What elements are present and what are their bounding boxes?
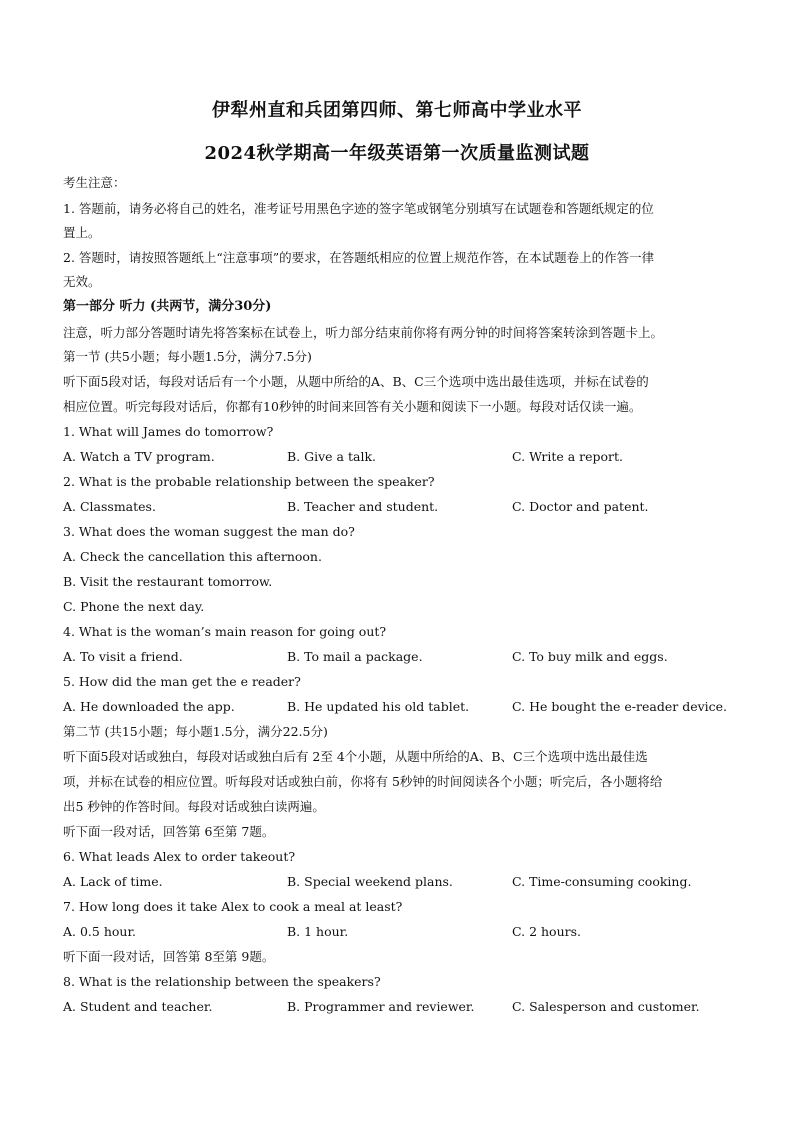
notice-item1-line2: 置上。: [63, 225, 101, 240]
question-3-stem: 3. What does the woman suggest the man do?: [63, 524, 355, 539]
question-2-stem: 2. What is the probable relationship between the speaker?: [63, 474, 435, 489]
question-8-option-c: C. Salesperson and customer.: [512, 999, 700, 1014]
question-4-option-b: B. To mail a package.: [287, 649, 423, 664]
question-1-option-b: B. Give a talk.: [287, 449, 376, 464]
section2-instructions-line2: 项，并标在试卷的相应位置。听每段对话或独白前，你将有 5秒钟的时间阅读各个小题；听完后，各小题将给: [63, 774, 663, 789]
notice-item1-line1: 1. 答题前，请务必将自己的姓名，准考证号用黑色字迹的签字笔或钢笔分别填写在试题卷和答题纸规定的位: [63, 201, 654, 216]
notice-item2-line1: 2. 答题时，请按照答题纸上“注意事项”的要求，在答题纸相应的位置上规范作答，在本试题卷上的作答一律: [63, 250, 655, 265]
question-4-option-c: C. To buy milk and eggs.: [512, 649, 668, 664]
part1-heading: 第一部分 听力 (共两节，满分30分): [63, 299, 272, 314]
part1-note: 注意，听力部分答题时请先将答案标在试卷上，听力部分结束前你将有两分钟的时间将答案转涂到答题卡上。: [63, 325, 664, 340]
question-5-stem: 5. How did the man get the e reader?: [63, 674, 301, 689]
section2-heading: 第二节 (共15小题；每小题1.5分，满分22.5分): [63, 724, 328, 739]
question-1-option-a: A. Watch a TV program.: [63, 449, 215, 464]
question-4-stem: 4. What is the woman’s main reason for going out?: [63, 624, 387, 639]
question-4-option-a: A. To visit a friend.: [63, 649, 183, 664]
question-5-option-c: C. He bought the e-reader device.: [512, 699, 728, 714]
question-3-option-a: A. Check the cancellation this afternoon.: [63, 549, 322, 564]
notice-item2-line2: 无效。: [63, 274, 101, 289]
question-6-option-b: B. Special weekend plans.: [287, 874, 453, 889]
dialogue-8-9-instruction: 听下面一段对话，回答第 8至第 9题。: [63, 949, 275, 964]
question-2-option-b: B. Teacher and student.: [287, 499, 439, 514]
question-6-option-a: A. Lack of time.: [63, 874, 163, 889]
section1-instructions-line1: 听下面5段对话，每段对话后有一个小题，从题中所给的A、B、C三个选项中选出最佳选项，并标在试卷的: [63, 374, 649, 389]
exam-title-line2: 2024秋学期高一年级英语第一次质量监测试题: [204, 143, 590, 164]
question-2-option-a: A. Classmates.: [63, 499, 156, 514]
exam-title-line1: 伊犁州直和兵团第四师、第七师高中学业水平: [212, 100, 582, 121]
section1-heading: 第一节 (共5小题；每小题1.5分，满分7.5分): [63, 349, 312, 364]
question-1-stem: 1. What will James do tomorrow?: [63, 424, 274, 439]
question-6-stem: 6. What leads Alex to order takeout?: [63, 849, 296, 864]
question-5-option-a: A. He downloaded the app.: [63, 699, 235, 714]
section2-instructions-line1: 听下面5段对话或独白，每段对话或独白后有 2至 4个小题，从题中所给的A、B、C三个选项中选出最佳选: [63, 749, 648, 764]
question-7-stem: 7. How long does it take Alex to cook a meal at least?: [63, 899, 403, 914]
question-5-option-b: B. He updated his old tablet.: [287, 699, 470, 714]
notice-heading: 考生注意：: [63, 175, 126, 190]
question-7-option-b: B. 1 hour.: [287, 924, 349, 939]
question-1-option-c: C. Write a report.: [512, 449, 624, 464]
question-2-option-c: C. Doctor and patent.: [512, 499, 649, 514]
question-7-option-a: A. 0.5 hour.: [63, 924, 137, 939]
question-3-option-c: C. Phone the next day.: [63, 599, 205, 614]
question-8-option-b: B. Programmer and reviewer.: [287, 999, 475, 1014]
question-8-stem: 8. What is the relationship between the speakers?: [63, 974, 381, 989]
dialogue-6-7-instruction: 听下面一段对话，回答第 6至第 7题。: [63, 824, 275, 839]
section2-instructions-line3: 出5 秒钟的作答时间。每段对话或独白读两遍。: [63, 799, 325, 814]
section1-instructions-line2: 相应位置。听完每段对话后，你都有10秒钟的时间来回答有关小题和阅读下一小题。每段对话仅读一遍。: [63, 399, 642, 414]
question-8-option-a: A. Student and teacher.: [63, 999, 213, 1014]
question-6-option-c: C. Time-consuming cooking.: [512, 874, 692, 889]
question-7-option-c: C. 2 hours.: [512, 924, 581, 939]
question-3-option-b: B. Visit the restaurant tomorrow.: [63, 574, 273, 589]
